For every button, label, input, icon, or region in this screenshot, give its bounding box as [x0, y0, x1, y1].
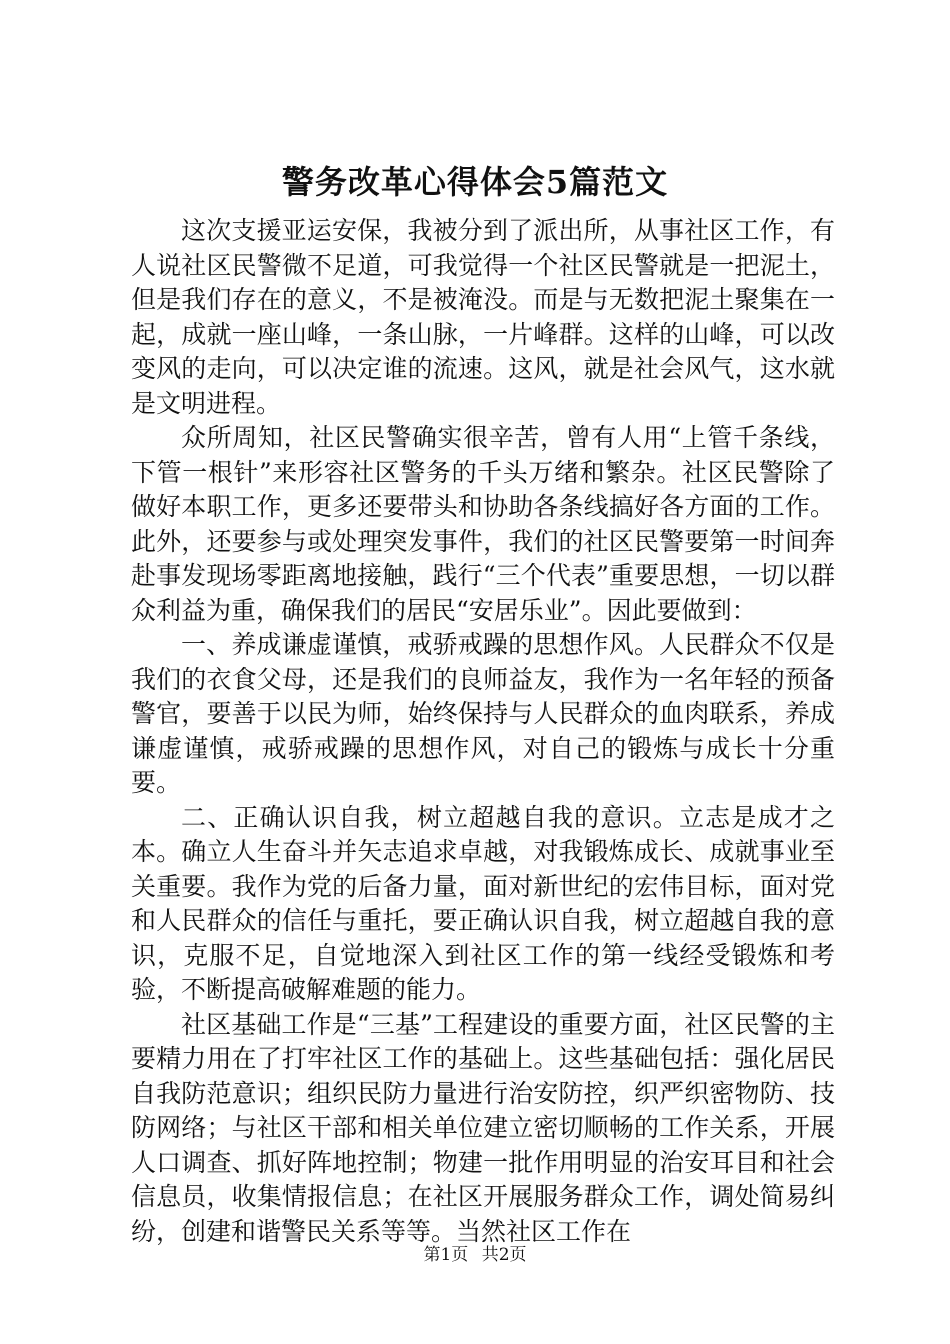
page-total: 共2页: [481, 1245, 527, 1265]
page-number: 第1页: [423, 1245, 469, 1265]
document-body: [131, 214, 835, 1249]
page-title: 警务改革心得体会5篇范文: [281, 163, 669, 201]
paragraph-1: 这次支援亚运安保，我被分到了派出所，从事社区工作，有人说社区民警微不足道，可我觉得一个社区民警就是一把泥土，但是我们存在的意义，不是被淹没。而是与无数把泥土聚集在一起，成就一座山峰，一条山脉，一片峰群。这样的山峰，可以改变风的走向，可以决定谁的流速。这风，就是社会风气，这水就是文明进程。: [131, 216, 835, 418]
paragraph-5: 社区基础工作是“三基”工程建设的重要方面，社区民警的主要精力用在了打牢社区工作的基础上。这些基础包括：强化居民自我防范意识；组织民防力量进行治安防控，织严织密物防、技防网络；与社区干部和相关单位建立密切顺畅的工作关系，开展人口调查、抓好阵地控制；物建一批作用明显的治安耳目和社会信息员，收集情报信息；在社区开展服务群众工作，调处简易纠纷，创建和谐警民关系等等。当然社区工作在: [131, 1009, 835, 1246]
page-footer: [0, 1244, 950, 1266]
paragraph-2: 众所周知，社区民警确实很辛苦，曾有人用“上管千条线，下管一根针”来形容社区警务的千头万绪和繁杂。社区民警除了做好本职工作，更多还要带头和协助各条线搞好各方面的工作。此外，还要参与或处理突发事件，我们的社区民警要第一时间奔赴事发现场零距离地接触，践行“三个代表”重要思想，一切以群众利益为重，确保我们的居民“安居乐业”。因此要做到：: [131, 423, 835, 625]
paragraph-4: 二、正确认识自我，树立超越自我的意识。立志是成才之本。确立人生奋斗并矢志追求卓越，对我锻炼成长、成就事业至关重要。我作为党的后备力量，面对新世纪的宏伟目标，面对党和人民群众的信任与重托，要正确认识自我，树立超越自我的意识，克服不足，自觉地深入到社区工作的第一线经受锻炼和考验，不断提高破解难题的能力。: [131, 802, 835, 1004]
paragraph-3: 一、养成谦虚谨慎，戒骄戒躁的思想作风。人民群众不仅是我们的衣食父母，还是我们的良师益友，我作为一名年轻的预备警官，要善于以民为师，始终保持与人民群众的血肉联系，养成谦虚谨慎，戒骄戒躁的思想作风，对自己的锻炼与成长十分重要。: [131, 630, 835, 797]
